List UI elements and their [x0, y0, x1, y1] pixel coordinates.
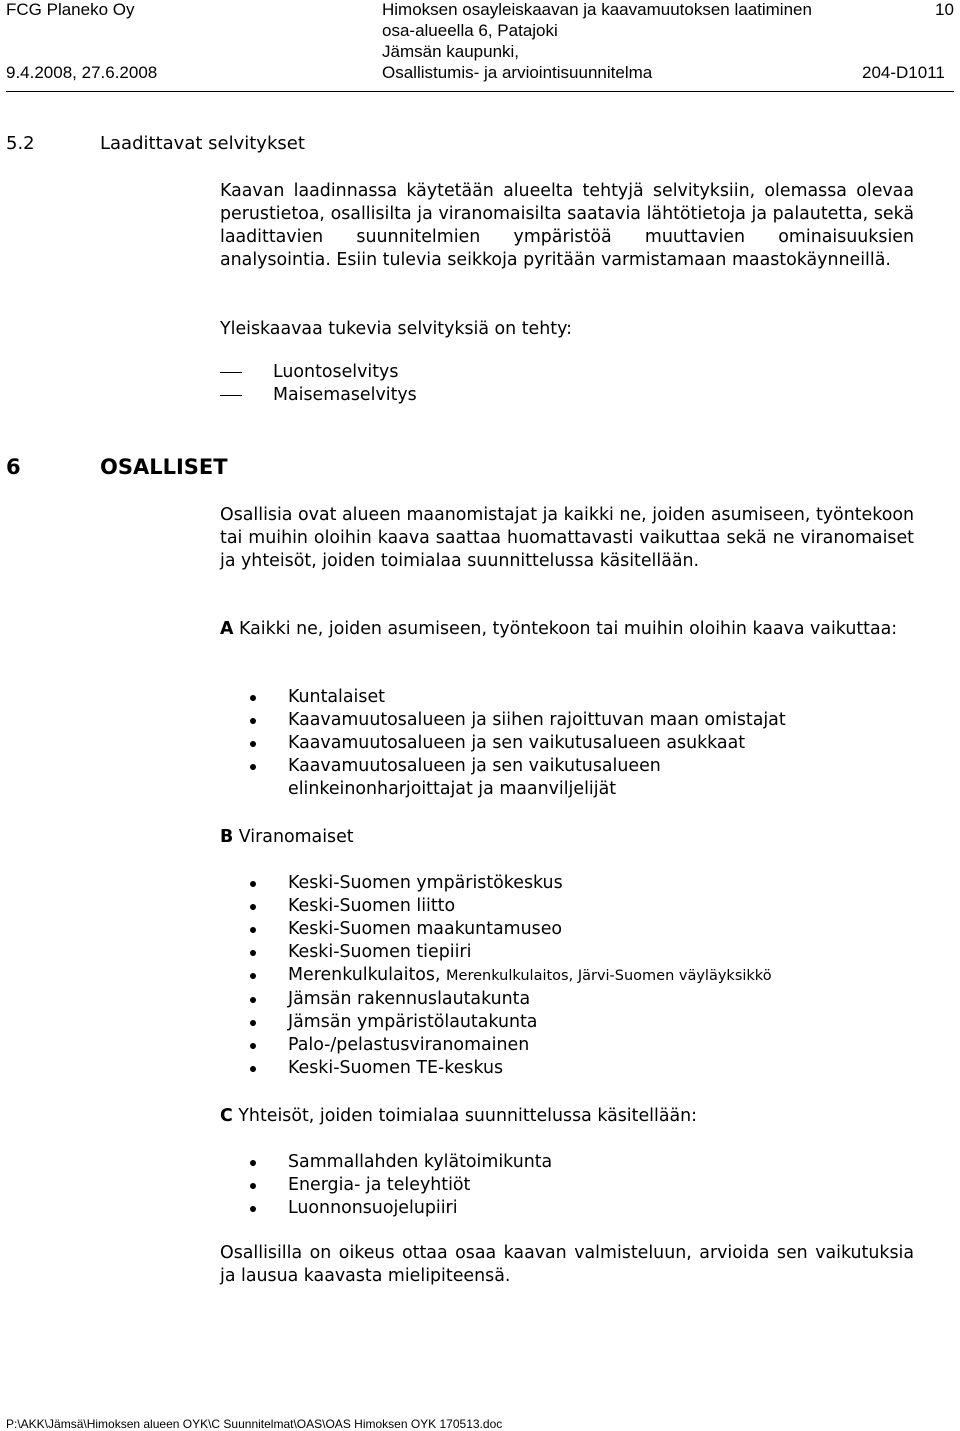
- document-title-line-4: Osallistumis- ja arviointisuunnitelma: [382, 63, 653, 82]
- list-item: Keski-Suomen TE-keskus: [220, 1057, 920, 1080]
- bullet-icon: [250, 881, 256, 887]
- selvitykset-list: [220, 361, 417, 407]
- bullet-icon: [250, 927, 256, 933]
- selvitykset-intro: Yleiskaavaa tukevia selvityksiä on tehty:: [220, 319, 572, 339]
- document-title-line-1: Himoksen osayleiskaavan ja kaavamuutoksen laatiminen: [382, 0, 812, 19]
- group-c-list: [220, 1151, 920, 1220]
- list-item: Keski-Suomen maakuntamuseo: [220, 918, 920, 941]
- bullet-icon: [250, 997, 256, 1003]
- bullet-icon: [250, 1043, 256, 1049]
- list-item: Jämsän ympäristölautakunta: [220, 1011, 920, 1034]
- page-number: 10: [935, 0, 954, 19]
- list-item: Luontoselvitys: [220, 361, 417, 384]
- bullet-icon: [250, 764, 256, 770]
- section-6-number: 6: [6, 455, 21, 479]
- bullet-icon: [250, 695, 256, 701]
- group-c-text: Yhteisöt, joiden toimialaa suunnittelussa käsitellään:: [238, 1106, 698, 1126]
- list-item-detail: Merenkulkulaitos, Järvi-Suomen väyläyksikkö: [446, 968, 772, 984]
- section-5-2-title: Laadittavat selvitykset: [100, 133, 305, 154]
- bullet-icon: [250, 973, 256, 979]
- list-item: Merenkulkulaitos, Merenkulkulaitos, Järvi-Suomen väyläyksikkö: [220, 964, 920, 988]
- group-a-list: [220, 686, 920, 801]
- list-item: Jämsän rakennuslautakunta: [220, 988, 920, 1011]
- list-item: Sammallahden kylätoimikunta: [220, 1151, 920, 1174]
- osalliset-paragraph: Osallisia ovat alueen maanomistajat ja kaikki ne, joiden asumiseen, työntekoon tai muihin oloihin kaava saattaa huomattavasti vaikuttaa sekä ne viranomaiset ja yhteisöt, joiden toimialaa suunnittelussa käsitellään.: [220, 505, 914, 571]
- group-c-letter: C: [220, 1106, 233, 1126]
- list-item: Palo-/pelastusviranomainen: [220, 1034, 920, 1057]
- bullet-icon: [250, 718, 256, 724]
- bullet-icon: [250, 950, 256, 956]
- bullet-icon: [250, 1020, 256, 1026]
- document-dates: 9.4.2008, 27.6.2008: [6, 63, 158, 82]
- list-item: Energia- ja teleyhtiöt: [220, 1174, 920, 1197]
- group-c-heading: [220, 1105, 914, 1128]
- list-item: Kaavamuutosalueen ja sen vaikutusalueen asukkaat: [220, 732, 920, 755]
- list-item: Kuntalaiset: [220, 686, 920, 709]
- list-item: Maisemaselvitys: [220, 384, 417, 407]
- bullet-icon: [250, 1160, 256, 1166]
- bullet-icon: [250, 1206, 256, 1212]
- group-a-text: Kaikki ne, joiden asumiseen, työntekoon tai muihin oloihin kaava vaikuttaa:: [239, 619, 898, 639]
- group-b-letter: B: [220, 827, 234, 847]
- group-b-heading: [220, 826, 914, 849]
- header-divider: [6, 91, 954, 92]
- group-a-heading: [220, 618, 914, 641]
- list-item: Keski-Suomen tiepiiri: [220, 941, 920, 964]
- list-item: Kaavamuutosalueen ja sen vaikutusalueen elinkeinonharjoittajat ja maanviljelijät: [220, 755, 848, 801]
- company-name: FCG Planeko Oy: [6, 0, 135, 19]
- bullet-icon: [250, 1066, 256, 1072]
- document-title-line-3: Jämsän kaupunki,: [382, 42, 520, 61]
- list-item: Keski-Suomen liitto: [220, 895, 920, 918]
- group-a-letter: A: [220, 619, 234, 639]
- bullet-icon: [250, 1183, 256, 1189]
- document-code: 204-D1011: [862, 63, 945, 82]
- section-5-2-number: 5.2: [6, 133, 35, 154]
- group-b-text: Viranomaiset: [238, 827, 354, 847]
- closing-paragraph: Osallisilla on oikeus ottaa osaa kaavan valmisteluun, arvioida sen vaikutuksia ja lausua kaavasta mielipiteensä.: [220, 1243, 914, 1286]
- bullet-icon: [250, 741, 256, 747]
- list-item: Kaavamuutosalueen ja siihen rajoittuvan maan omistajat: [220, 709, 920, 732]
- section-5-2-paragraph: Kaavan laadinnassa käytetään alueelta tehtyjä selvityksiin, olemassa olevaa perustietoa, osallisilta ja viranomaisilta saatavia lähtötietoja ja palautetta, sekä laadittavien suunnitelmien ympäristöä muuttavien ominaisuuksien analysointia. Esiin tulevia seikkoja pyritään varmistamaan maastokäynneillä.: [220, 181, 914, 270]
- bullet-icon: [250, 904, 256, 910]
- file-path-footer: P:\AKK\Jämsä\Himoksen alueen OYK\C Suunnitelmat\OAS\OAS Himoksen OYK 170513.doc: [6, 1417, 503, 1431]
- section-6-title: OSALLISET: [100, 455, 228, 479]
- list-item: Keski-Suomen ympäristökeskus: [220, 872, 920, 895]
- list-item: Luonnonsuojelupiiri: [220, 1197, 920, 1220]
- document-title-line-2: osa-alueella 6, Patajoki: [382, 21, 558, 40]
- group-b-list: [220, 872, 920, 1080]
